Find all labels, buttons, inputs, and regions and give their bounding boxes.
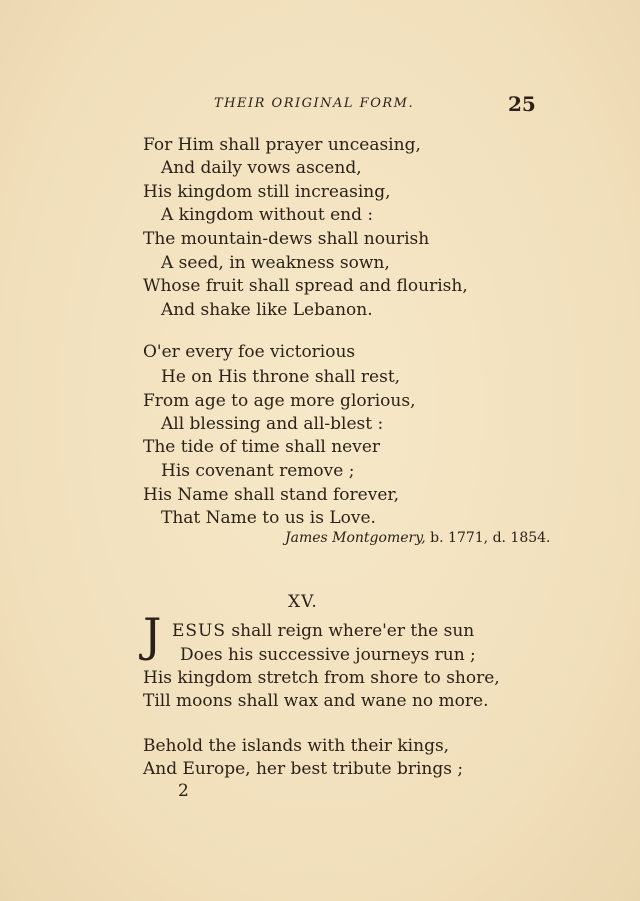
verse-line: A kingdom without end :	[161, 205, 374, 225]
hymn-numeral: XV.	[288, 592, 318, 612]
verse-line: From age to age more glorious,	[143, 391, 416, 411]
author-dates: b. 1771, d. 1854.	[430, 530, 551, 546]
verse-line: His kingdom stretch from shore to shore,	[143, 668, 500, 688]
verse-line: That Name to us is Love.	[161, 508, 376, 528]
page-number: 25	[508, 92, 536, 116]
running-head: THEIR ORIGINAL FORM.	[214, 96, 415, 111]
verse-line: Till moons shall wax and wane no more.	[143, 691, 489, 711]
verse-line: For Him shall prayer unceasing,	[143, 135, 421, 155]
first-line-rest: shall reign where'er the sun	[226, 621, 475, 641]
verse-line: His Name shall stand forever,	[143, 485, 400, 505]
verse-line: Does his successive journeys run ;	[180, 645, 476, 665]
verse-line: His covenant remove ;	[161, 461, 355, 481]
first-word-caps: ESUS	[172, 621, 227, 641]
verse-line: He on His throne shall rest,	[161, 367, 401, 387]
verse-line: And daily vows ascend,	[161, 158, 362, 178]
verse-line: O'er every foe victorious	[143, 342, 356, 362]
verse-line: A seed, in weakness sown,	[161, 253, 390, 273]
verse-line: And Europe, her best tribute brings ;	[143, 759, 464, 779]
verse-line: His kingdom still increasing,	[143, 182, 391, 202]
verse-line: The tide of time shall never	[143, 437, 381, 457]
author-name: James Montgomery,	[285, 530, 426, 546]
drop-cap: J	[143, 608, 162, 662]
verse-line: All blessing and all-blest :	[161, 414, 384, 434]
verse-line: Whose fruit shall spread and flourish,	[143, 276, 468, 296]
verse-line: And shake like Lebanon.	[161, 300, 373, 320]
verse-line: Behold the islands with their kings,	[143, 736, 450, 756]
signature-mark: 2	[178, 781, 189, 801]
hymn-attribution	[285, 530, 551, 546]
verse-line-first	[172, 621, 474, 641]
verse-line: The mountain-dews shall nourish	[143, 229, 430, 249]
